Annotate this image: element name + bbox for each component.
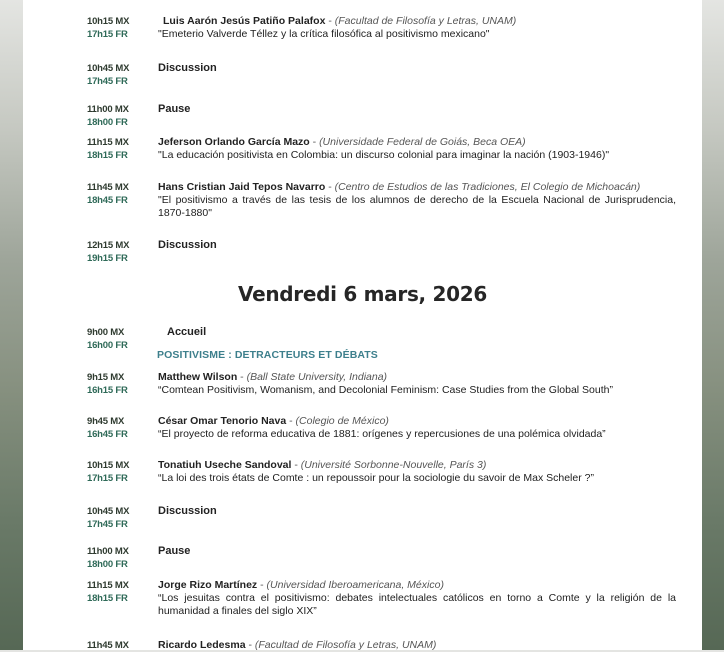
entry-time bbox=[87, 239, 157, 265]
speaker-name: Jeferson Orlando García Mazo bbox=[158, 136, 310, 148]
entry-content bbox=[158, 62, 676, 75]
separator: - bbox=[325, 15, 335, 27]
entry-time bbox=[87, 103, 157, 129]
time-mexico: 11h15 MX bbox=[87, 580, 129, 591]
separator: - bbox=[291, 459, 301, 471]
time-france: 17h15 FR bbox=[87, 473, 128, 484]
time-mexico: 10h45 MX bbox=[87, 63, 130, 74]
speaker-affiliation: (Ball State University, Indiana) bbox=[246, 371, 388, 383]
entry-content bbox=[158, 15, 681, 41]
separator: - bbox=[325, 181, 335, 193]
time-france: 18h15 FR bbox=[87, 150, 128, 161]
speaker-name: César Omar Tenorio Nava bbox=[158, 415, 287, 427]
session-label: Pause bbox=[158, 545, 191, 557]
speaker-affiliation: (Universidad Iberoamericana, México) bbox=[266, 579, 444, 591]
speaker-affiliation: (Centro de Estudios de las Tradiciones, El Colegio de Michoacán) bbox=[334, 181, 641, 193]
entry-time bbox=[87, 459, 157, 485]
entry-time bbox=[87, 181, 157, 207]
time-france: 19h15 FR bbox=[87, 253, 128, 264]
session-label: Pause bbox=[158, 103, 191, 115]
time-mexico: 11h00 MX bbox=[87, 104, 129, 115]
time-france: 17h45 FR bbox=[87, 76, 128, 87]
entry-content bbox=[158, 239, 676, 252]
session-label: Discussion bbox=[158, 239, 217, 251]
time-mexico: 9h15 MX bbox=[87, 372, 125, 383]
separator: - bbox=[237, 371, 247, 383]
entry-content bbox=[158, 545, 676, 558]
time-mexico: 11h45 MX bbox=[87, 640, 129, 651]
talk-title: "Emeterio Valverde Téllez y la crítica filosófica al positivismo mexicano" bbox=[158, 28, 490, 40]
talk-title: "El positivismo a través de las tesis de los alumnos de derecho de la Escuela Nacional de Jurisprudencia, 1870-1880" bbox=[158, 194, 676, 219]
entry-content bbox=[158, 415, 676, 441]
time-mexico: 10h15 MX bbox=[87, 460, 130, 471]
time-france: 17h45 FR bbox=[87, 519, 128, 530]
speaker-name: Tonatiuh Useche Sandoval bbox=[158, 459, 292, 471]
entry-content bbox=[158, 136, 676, 162]
speaker-name: Hans Cristian Jaid Tepos Navarro bbox=[158, 181, 326, 193]
separator: - bbox=[286, 415, 296, 427]
time-france: 18h15 FR bbox=[87, 593, 128, 604]
speaker-name: Matthew Wilson bbox=[158, 371, 238, 383]
time-france: 18h00 FR bbox=[87, 559, 128, 570]
talk-title: “Los jesuitas contra el positivismo: debates intelectuales católicos en torno a Comte y la religión de la humanidad a finales del siglo XIX” bbox=[158, 592, 676, 617]
entry-time bbox=[87, 371, 157, 397]
entry-time bbox=[87, 62, 157, 88]
time-france: 17h15 FR bbox=[87, 29, 128, 40]
speaker-affiliation: (Colegio de México) bbox=[295, 415, 389, 427]
entry-content bbox=[158, 579, 676, 618]
time-mexico: 11h00 MX bbox=[87, 546, 129, 557]
speaker-name: Ricardo Ledesma bbox=[158, 639, 246, 651]
entry-content bbox=[158, 505, 676, 518]
time-mexico: 11h45 MX bbox=[87, 182, 129, 193]
entry-time bbox=[87, 136, 157, 162]
section-heading: POSITIVISME : DETRACTEURS ET DÉBATS bbox=[157, 349, 378, 361]
speaker-name: Luis Aarón Jesús Patiño Palafox bbox=[163, 15, 326, 27]
separator: - bbox=[245, 639, 255, 651]
talk-title: "La educación positivista en Colombia: un discurso colonial para imaginar la nación (1903-1946)" bbox=[158, 149, 610, 161]
separator: - bbox=[257, 579, 267, 591]
entry-content bbox=[158, 459, 676, 485]
speaker-affiliation: (Facultad de Filosofía y Letras, UNAM) bbox=[254, 639, 437, 651]
entry-time bbox=[87, 579, 157, 605]
entry-time bbox=[87, 326, 157, 352]
entry-time bbox=[87, 545, 157, 571]
entry-time bbox=[87, 639, 157, 652]
talk-title: “Comtean Positivism, Womanism, and Decolonial Feminism: Case Studies from the Global South” bbox=[158, 384, 613, 396]
time-mexico: 10h15 MX bbox=[87, 16, 130, 27]
time-mexico: 9h45 MX bbox=[87, 416, 125, 427]
entry-content bbox=[158, 371, 676, 397]
time-mexico: 12h15 MX bbox=[87, 240, 130, 251]
time-mexico: 11h15 MX bbox=[87, 137, 129, 148]
day-heading: Vendredi 6 mars, 2026 bbox=[238, 282, 487, 306]
separator: - bbox=[309, 136, 320, 148]
speaker-affiliation: (Facultad de Filosofía y Letras, UNAM) bbox=[334, 15, 517, 27]
session-label: Discussion bbox=[158, 62, 217, 74]
entry-content bbox=[158, 103, 676, 116]
entry-time bbox=[87, 505, 157, 531]
time-france: 16h00 FR bbox=[87, 340, 128, 351]
program-page bbox=[23, 0, 702, 650]
session-label: Discussion bbox=[158, 505, 217, 517]
time-mexico: 9h00 MX bbox=[87, 327, 125, 338]
entry-content bbox=[167, 326, 685, 339]
entry-content bbox=[158, 181, 676, 220]
speaker-name: Jorge Rizo Martínez bbox=[158, 579, 258, 591]
time-france: 18h00 FR bbox=[87, 117, 128, 128]
time-france: 16h15 FR bbox=[87, 385, 128, 396]
entry-content bbox=[158, 639, 676, 652]
talk-title: “El proyecto de reforma educativa de 1881: orígenes y repercusiones de una polémica olvidada” bbox=[158, 428, 606, 440]
entry-time bbox=[87, 415, 157, 441]
session-label: Accueil bbox=[167, 326, 207, 338]
speaker-affiliation: (Universidade Federal de Goiás, Beca OEA) bbox=[319, 136, 526, 148]
talk-title: “La loi des trois états de Comte : un repoussoir pour la sociologie du savoir de Max Scheler ?” bbox=[158, 472, 594, 484]
time-mexico: 10h45 MX bbox=[87, 506, 130, 517]
entry-time bbox=[87, 15, 157, 41]
time-france: 16h45 FR bbox=[87, 429, 128, 440]
speaker-affiliation: (Université Sorbonne-Nouvelle, París 3) bbox=[300, 459, 487, 471]
time-france: 18h45 FR bbox=[87, 195, 128, 206]
